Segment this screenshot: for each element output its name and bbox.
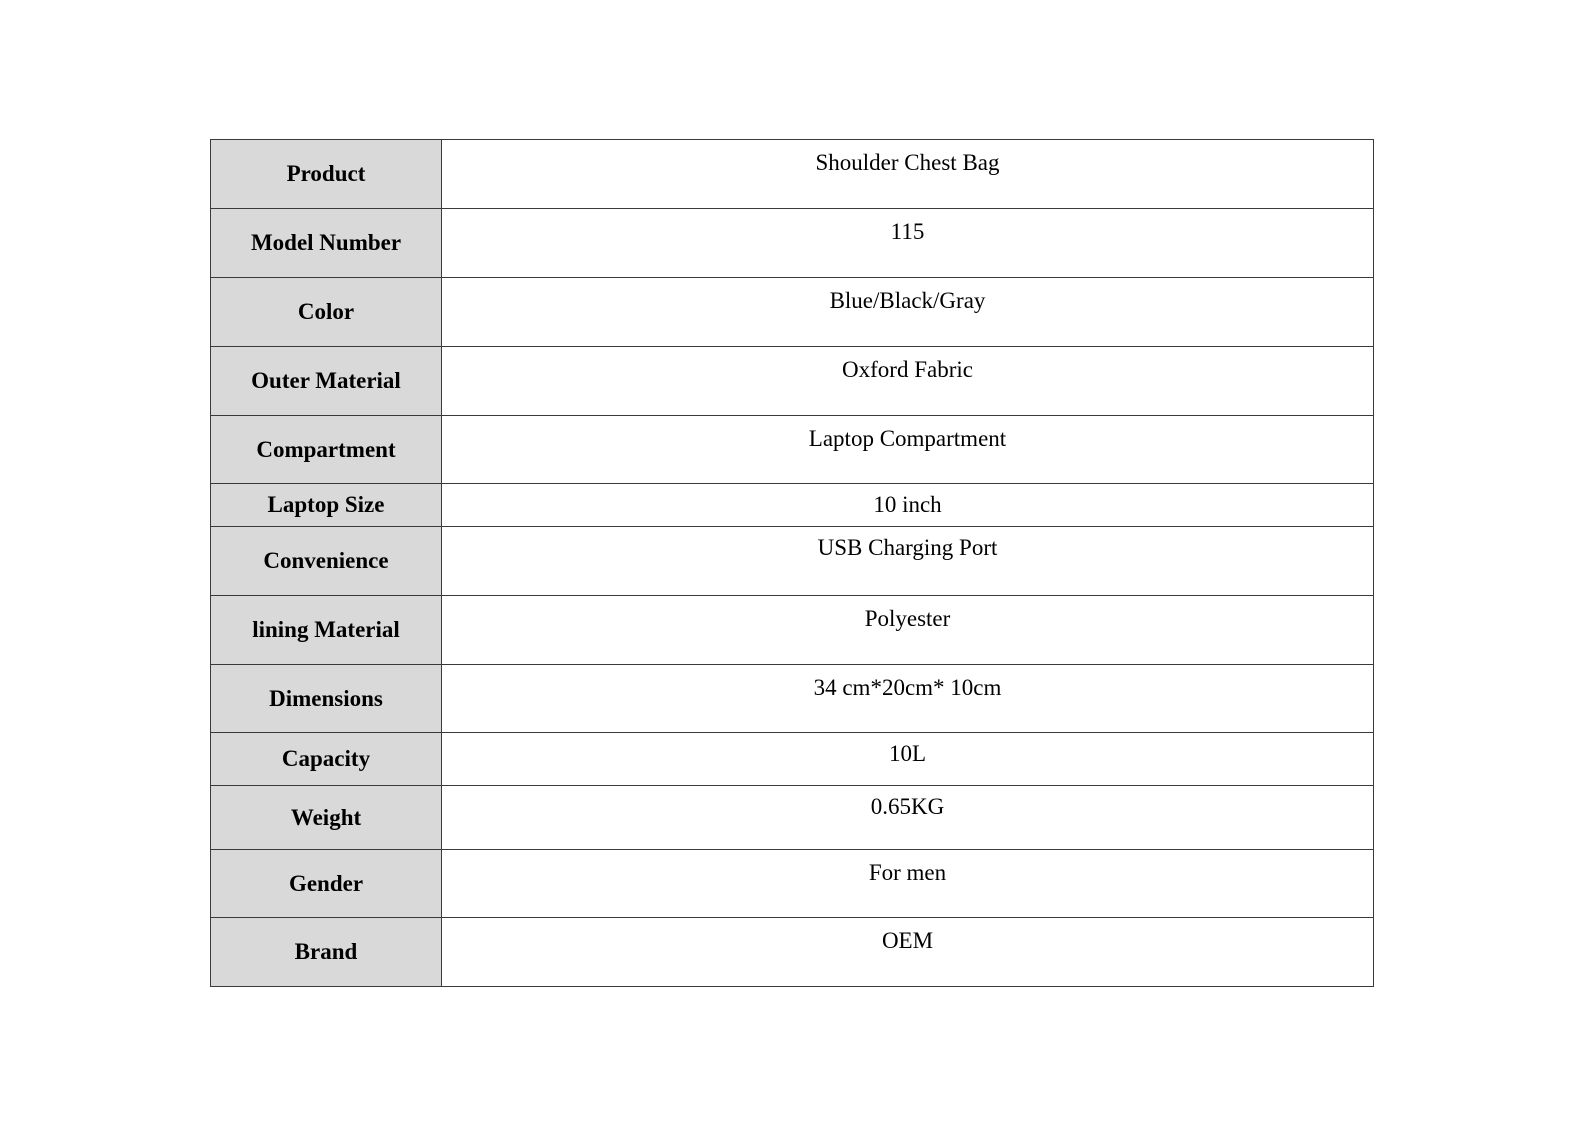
- row-value: For men: [442, 850, 1374, 918]
- row-value: 10 inch: [442, 484, 1374, 527]
- table-row: [211, 347, 1374, 416]
- row-value: Blue/Black/Gray: [442, 278, 1374, 347]
- table-row: [211, 596, 1374, 665]
- row-value: 34 cm*20cm* 10cm: [442, 665, 1374, 733]
- row-label: Laptop Size: [211, 484, 442, 527]
- row-label: Outer Material: [211, 347, 442, 416]
- row-label: Model Number: [211, 209, 442, 278]
- row-label: Capacity: [211, 733, 442, 786]
- row-value: USB Charging Port: [442, 527, 1374, 596]
- row-label: Gender: [211, 850, 442, 918]
- row-label: lining Material: [211, 596, 442, 665]
- table-row: [211, 484, 1374, 527]
- row-value: Polyester: [442, 596, 1374, 665]
- row-label: Product: [211, 140, 442, 209]
- row-label: Convenience: [211, 527, 442, 596]
- table-row: [211, 786, 1374, 850]
- table-row: [211, 918, 1374, 987]
- table-row: [211, 140, 1374, 209]
- table-row: [211, 209, 1374, 278]
- table-row: [211, 733, 1374, 786]
- table-row: [211, 665, 1374, 733]
- spec-table: [210, 139, 1374, 987]
- row-value: Oxford Fabric: [442, 347, 1374, 416]
- row-label: Weight: [211, 786, 442, 850]
- table-row: [211, 527, 1374, 596]
- row-value: OEM: [442, 918, 1374, 987]
- row-label: Color: [211, 278, 442, 347]
- table-row: [211, 850, 1374, 918]
- row-value: Laptop Compartment: [442, 416, 1374, 484]
- row-value: Shoulder Chest Bag: [442, 140, 1374, 209]
- row-label: Dimensions: [211, 665, 442, 733]
- row-label: Brand: [211, 918, 442, 987]
- table-row: [211, 278, 1374, 347]
- row-value: 0.65KG: [442, 786, 1374, 850]
- row-label: Compartment: [211, 416, 442, 484]
- table-row: [211, 416, 1374, 484]
- row-value: 10L: [442, 733, 1374, 786]
- row-value: 115: [442, 209, 1374, 278]
